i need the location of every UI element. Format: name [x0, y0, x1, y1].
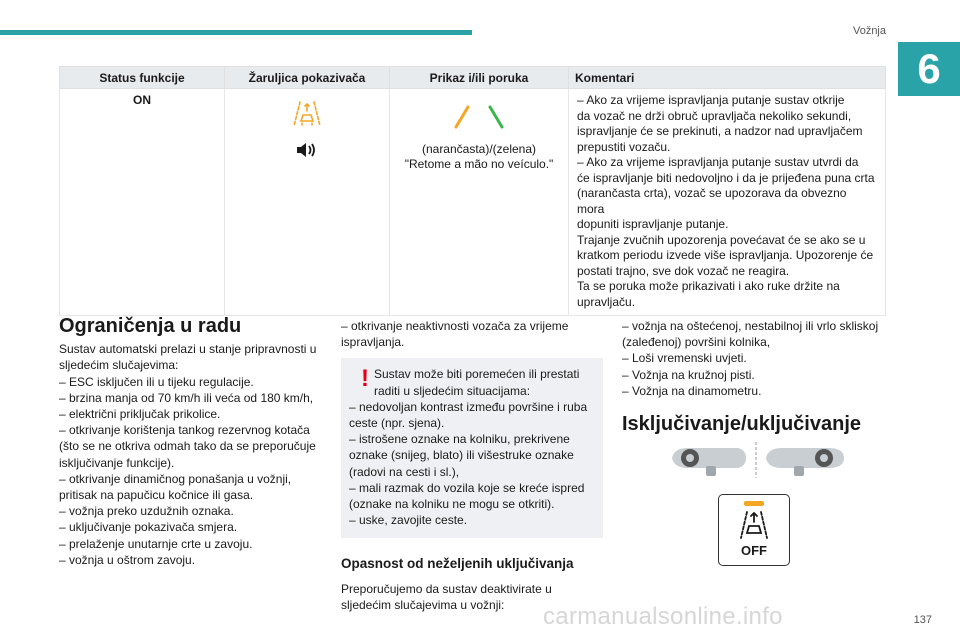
middle-column — [341, 318, 603, 613]
right-line: (zaleđenoj) površini kolnika, — [622, 335, 771, 350]
danger-title: Opasnost od neželjenih uključivanja — [341, 556, 574, 572]
limits-line: – prelaženje unutarnje crte u zavoju. — [59, 536, 253, 551]
danger-line: sljedećim slučajevima u vožnji: — [341, 597, 505, 612]
lane-assist-off-button[interactable] — [718, 494, 790, 566]
display-colors: (narančasta)/(zelena) — [421, 141, 537, 156]
watermark: carmanualsonline.info — [543, 603, 783, 630]
display-cell — [390, 89, 569, 316]
display-message: "Retome a mão no veículo." — [404, 157, 554, 171]
section-label: Vožnja — [852, 25, 886, 37]
right-line: – Vožnja na dinamometru. — [622, 383, 762, 398]
warning-intro-line: raditi u sljedećim situacijama: — [374, 383, 531, 398]
chapter-number: 6 — [898, 42, 960, 96]
limits-line: – vožnja preko uzdužnih oznaka. — [59, 504, 234, 519]
limits-line: pritisak na papučicu kočnice ili gasa. — [59, 488, 254, 503]
comment-line: Trajanje zvučnih upozorenja povećavat će se ako se u — [577, 232, 866, 247]
warning-line: – uske, zavojite ceste. — [349, 513, 468, 528]
warning-line: – nedovoljan kontrast između površine i ruba — [349, 399, 588, 414]
header-accent-bar — [0, 30, 472, 35]
limits-line: – električni priključak prikolice. — [59, 407, 221, 422]
limits-line: – otkrivanje dinamičnog ponašanja u vožnji, — [59, 471, 292, 486]
right-column — [622, 318, 892, 436]
lane-assist-icon — [738, 510, 770, 545]
comment-line: da vozač ne drži obruč upravljača nekoliko sekundi, — [577, 108, 852, 123]
comment-line: Ta se poruka može prikazivati i ako ruke držite na — [577, 279, 840, 293]
comment-line: (narančasta crta), vozač se upozorava da obvezno mora — [577, 186, 847, 216]
limits-line: sljedećim slučajevima: — [59, 358, 179, 373]
limits-line: – brzina manja od 70 km/h ili veća od 180 km/h, — [59, 390, 314, 405]
warning-line: oznake (snijeg, blato) ili višestruke oznake — [349, 448, 574, 463]
table-header-status: Status funkcije — [60, 67, 225, 89]
warning-box — [341, 358, 603, 538]
limits-line: isključivanje funkcije). — [59, 455, 175, 470]
off-label: OFF — [741, 543, 767, 558]
comment-line: ispravljanje će se prekinuti, a nadzor nad upravljačem — [577, 124, 863, 138]
limits-line: – uključivanje pokazivača smjera. — [59, 520, 238, 535]
button-indicator-led — [744, 501, 764, 506]
danger-line: Preporučujemo da sustav deaktivirate u — [341, 581, 552, 596]
limits-line: – vožnja u oštrom zavoju. — [59, 552, 196, 567]
comment-line: upravljaču. — [577, 294, 636, 309]
warning-line: (radovi na cesti i sl.), — [349, 464, 460, 479]
speaker-icon — [233, 140, 381, 165]
comment-line: dopuniti ispravljanje putanje. — [577, 217, 729, 231]
limits-line: – ESC isključen ili u tijeku regulacije. — [59, 374, 254, 389]
comment-line: postati trajno, sve dok vozač ne reagira. — [577, 263, 790, 278]
comment-line: kratkom periodu izvede više ispravljanja. Upozorenje će — [577, 248, 874, 262]
comment-line: – Ako za vrijeme ispravljanja putanje sustav otkrije — [577, 93, 845, 107]
limits-line: Sustav automatski prelazi u stanje pripravnosti u — [59, 342, 317, 357]
comments-cell — [569, 89, 886, 316]
warning-line: ceste (npr. sjena). — [349, 416, 445, 431]
warning-exclamation-icon: ! — [361, 365, 369, 393]
comment-line: prepustiti vozaču. — [577, 139, 671, 154]
right-line: – Loši vremenski uvjeti. — [622, 351, 747, 366]
table-header-indicator: Žaruljica pokazivača — [225, 67, 390, 89]
right-line: – Vožnja na kružnoj pisti. — [622, 367, 755, 382]
page-number: 137 — [913, 614, 932, 626]
warning-intro-line: Sustav može biti poremećen ili prestati — [374, 367, 580, 382]
comment-line: – Ako za vrijeme ispravljanja putanje sustav utvrdi da — [577, 155, 859, 169]
limits-section — [59, 315, 321, 568]
warning-line: (oznake na kolniku ne mogu se otkriti). — [349, 497, 555, 512]
limits-line: – otkrivanje korištenja tankog rezervnog kotača — [59, 423, 310, 438]
toggle-title: Isključivanje/uključivanje — [622, 413, 862, 436]
warning-line: – mali razmak do vozila koje se kreće ispred — [349, 480, 585, 495]
intro-line: ispravljanja. — [341, 335, 405, 350]
table-row — [60, 89, 886, 316]
indicator-cell — [225, 89, 390, 316]
warning-line: – istrošene oznake na kolniku, prekrivene — [349, 432, 570, 447]
intro-line: – otkrivanje neaktivnosti vozača za vrijeme — [341, 319, 569, 333]
comment-line: će ispravljanje biti nedovoljno i da je prijeđena puna crta — [577, 170, 875, 185]
steering-wheel-illustration — [668, 440, 848, 480]
status-table — [59, 66, 886, 316]
limits-line: (što se ne otkriva odmah tako da se preporučuje — [59, 439, 316, 454]
lane-assist-warning-icon — [233, 99, 381, 134]
status-value: ON — [60, 89, 225, 316]
limits-title: Ograničenja u radu — [59, 315, 242, 337]
lane-lines-icon — [398, 103, 560, 136]
table-header-comments: Komentari — [569, 67, 886, 89]
right-line: – vožnja na oštećenoj, nestabilnoj ili vrlo skliskoj — [622, 319, 879, 333]
table-header-display: Prikaz i/ili poruka — [390, 67, 569, 89]
